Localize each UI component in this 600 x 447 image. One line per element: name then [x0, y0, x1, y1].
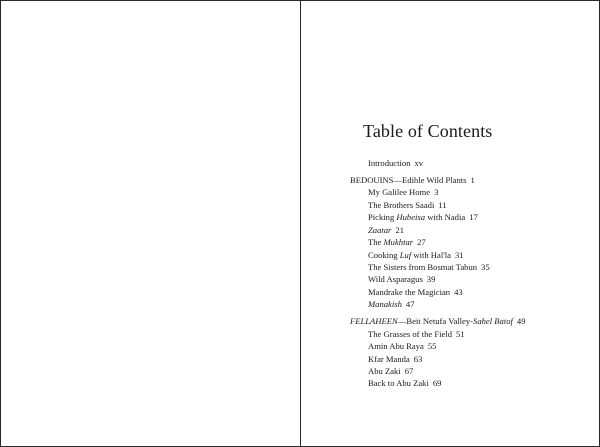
toc-list: [350, 157, 526, 390]
toc-part-name: BEDOUINS: [350, 174, 394, 185]
toc-entry-italic: Hubeisa: [396, 212, 426, 223]
toc-entry: [350, 236, 526, 248]
toc-entry-page: 69: [432, 378, 442, 389]
toc-entry-page: 43: [454, 286, 463, 297]
toc-entry-label: The Brothers Saadi: [368, 199, 435, 210]
toc-entry-label: The: [368, 237, 384, 248]
toc-entry-page: 1: [470, 174, 475, 185]
toc-entry-page: 3: [434, 187, 439, 198]
toc-entry-italic: Zaatar: [368, 224, 392, 235]
toc-part-heading: FELLAHEEN—Beit Netufa Valley-Sahel Batof 49: [350, 316, 526, 327]
toc-entry-italic: Luf: [399, 249, 412, 260]
toc-entry-label: Wild Asparagus: [368, 274, 423, 285]
toc-entry: [350, 249, 526, 261]
toc-entry-page: 63: [413, 353, 423, 364]
toc-entry-page: 17: [469, 212, 478, 223]
toc-entry: [350, 211, 526, 223]
toc-entry: [350, 186, 526, 198]
right-page: [301, 0, 600, 447]
toc-entry-label: Abu Zaki: [368, 366, 401, 376]
toc-entry-label: Kfar Manda: [368, 353, 410, 364]
toc-entry: [350, 199, 526, 211]
toc-entry: [350, 365, 526, 377]
toc-entry-page: 55: [427, 341, 437, 352]
toc-title: Table of Contents: [363, 121, 493, 141]
toc-part-subtitle-italic: Sahel Batof: [473, 316, 513, 327]
toc-entry-label: Mandrake the Magician: [368, 286, 451, 297]
toc-entry: [350, 328, 526, 340]
toc-entry-page: 49: [516, 316, 526, 327]
toc-entry-introduction: [350, 157, 526, 169]
toc-entry-label-suffix: with Nadia: [425, 212, 466, 223]
toc-entry: [350, 261, 526, 273]
toc-entry-label: The Grasses of the Field: [368, 328, 453, 339]
toc-entry: [350, 286, 526, 298]
toc-entry-label-suffix: with Hal'la: [411, 249, 451, 260]
toc-entry-label: My Galilee Home: [368, 187, 431, 198]
toc-entry-page: 21: [395, 224, 404, 235]
toc-entry-page: 67: [404, 366, 414, 376]
toc-entry-page: 51: [456, 328, 465, 339]
toc-entry-page: 31: [454, 249, 464, 260]
toc-entry-label: Cooking: [368, 249, 400, 260]
toc-entry-label: Introduction: [368, 158, 411, 168]
toc-entry: [350, 353, 526, 365]
toc-entry-page: 11: [438, 199, 447, 210]
toc-entry-label: Back to Abu Zaki: [368, 378, 429, 389]
toc-entry-italic: Mukhtar: [383, 237, 414, 248]
toc-part-name: FELLAHEEN: [350, 316, 398, 327]
toc-entry-page: xv: [414, 158, 424, 168]
toc-part-subtitle: Beit Netufa Valley: [406, 316, 471, 327]
toc-entry: [350, 224, 526, 236]
toc-entry-label: The Sisters from Bosmat Tabun: [368, 262, 478, 272]
toc-entry-page: 27: [417, 237, 426, 248]
toc-entry-page: 39: [426, 274, 436, 285]
toc-part-heading: BEDOUINS—Edible Wild Plants 1: [350, 174, 475, 185]
toc-entry: [350, 377, 526, 389]
toc-entry: [350, 298, 526, 310]
toc-part-subtitle: Edible Wild Plants: [402, 174, 467, 185]
toc-entry-page: 47: [405, 299, 415, 310]
toc-entry: [350, 273, 526, 285]
toc-entry-label: Amin Abu Raya: [368, 341, 424, 352]
toc-entry-italic: Manakish: [368, 299, 402, 310]
toc-entry-page: 35: [481, 262, 490, 272]
toc-entry-label: Picking: [368, 212, 397, 223]
toc-entry: [350, 340, 526, 352]
